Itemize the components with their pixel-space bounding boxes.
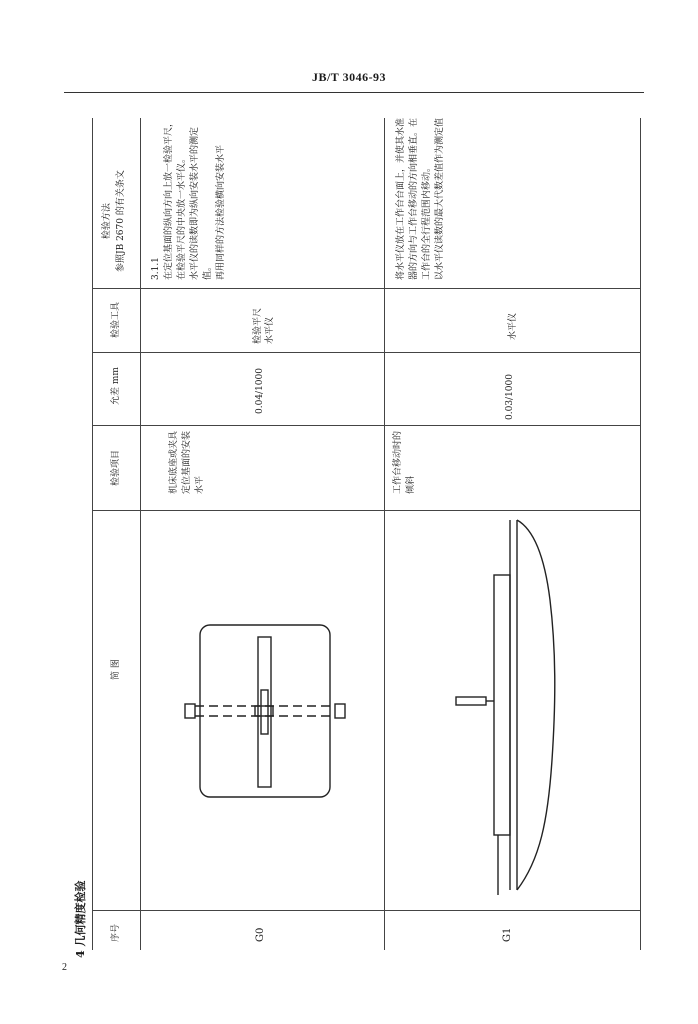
section-title: 4 几何精度检验 bbox=[74, 880, 87, 958]
row-g1-seq: G1 bbox=[502, 927, 513, 942]
g0-level-long bbox=[261, 690, 268, 734]
method-line: 3.1.1 bbox=[151, 257, 161, 280]
g1-level bbox=[456, 697, 486, 705]
header-tolerance: 允差 mm bbox=[111, 367, 121, 405]
row-g0-seq: G0 bbox=[255, 927, 266, 942]
method-line: 再用同样的方法检验横向安装水平 bbox=[216, 144, 226, 280]
page-number: 2 bbox=[62, 962, 67, 973]
g0-diagram bbox=[185, 625, 345, 797]
row-g1-tolerance: 0.03/1000 bbox=[505, 374, 515, 420]
g0-end-right bbox=[335, 704, 345, 718]
row-g1-item: 工作台移动时的倾斜 bbox=[393, 430, 416, 494]
g1-diagram bbox=[456, 520, 555, 895]
header-seq: 序号 bbox=[111, 923, 121, 942]
method-line: 在定位基面的纵向方向上放一检验平尺，在检验平尺的中央放一水平仪。 bbox=[164, 117, 187, 280]
header-diagram: 简 图 bbox=[111, 659, 121, 680]
row-g0-tolerance: 0.04/1000 bbox=[255, 368, 265, 414]
g0-base-plate bbox=[200, 625, 330, 797]
row-g1-tools: 水平仪 bbox=[508, 312, 518, 340]
g0-end-left bbox=[185, 704, 195, 718]
header-method-text: 检验方法 参照JB 2670 的有关条文 bbox=[102, 170, 126, 272]
method-line: 将水平仪放在工作台台面上，并使其水准器的方向与工作台移动的方向相垂直。在工作台的全行程范围内移动。 bbox=[396, 117, 432, 280]
row-g0-tools: 检验平尺 水平仪 bbox=[253, 307, 275, 344]
document-number: JB/T 3046-93 bbox=[311, 70, 387, 84]
g1-table-top bbox=[494, 575, 510, 835]
method-line: 以水平仪读数的最大代数差值作为测定值 bbox=[435, 117, 445, 280]
g0-straightedge bbox=[258, 637, 271, 787]
method-line: 水平仪的读数即为纵向安装水平的测定值。 bbox=[190, 126, 213, 280]
row-g0-item: 机床底座或夹具定位基面的安装水平 bbox=[169, 430, 205, 494]
header-tools: 检验工具 bbox=[111, 301, 121, 338]
header-item: 检验项目 bbox=[111, 449, 121, 486]
g1-table-body bbox=[517, 520, 555, 890]
